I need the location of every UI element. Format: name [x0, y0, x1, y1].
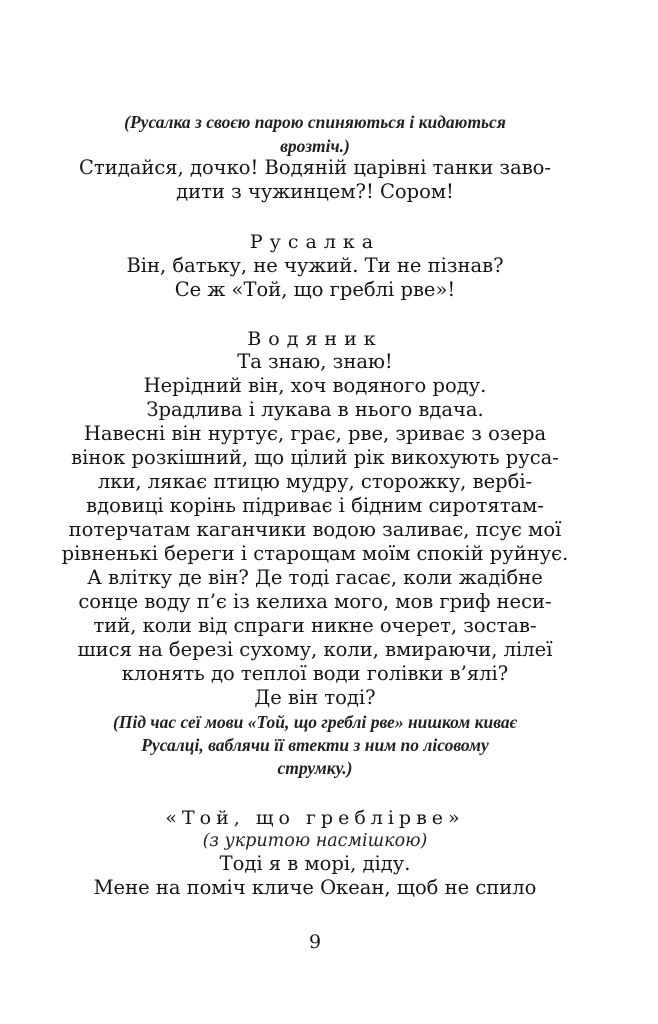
- speech-line: Зрадлива і лукава в нього вдача.: [146, 398, 484, 421]
- speech-line: вінок розкішний, що цілий рік викохують руса-: [71, 446, 559, 469]
- speech-line: шися на березі сухому, коли, вмираючи, лілеї: [77, 638, 553, 661]
- speaker-name: «Той, що греблірве»: [165, 807, 465, 829]
- speech-line: Він, батьку, не чужий. Ти не пізнав?: [126, 254, 504, 277]
- speech-line: вдовиці корінь підриває і бідним сиротятам-: [86, 494, 544, 517]
- speech-line: рівненькі береги і старощам моїм спокій руйнує.: [61, 542, 569, 565]
- stage-direction: врозтіч.): [280, 136, 350, 156]
- speech-line: Стидайся, дочко! Водяній царівні танки заво-: [78, 156, 552, 179]
- speech-line: Нерідний він, хоч водяного роду.: [143, 374, 487, 397]
- stage-direction: (з укритою насмішкою): [202, 831, 428, 851]
- stage-direction: (Під час сеї мови «Той, що греблі рве» нишком киває: [113, 712, 517, 732]
- speech-line: Та знаю, знаю!: [237, 350, 393, 373]
- speech-line: А влітку де він? Де тоді гасає, коли жадібне: [87, 566, 543, 589]
- speech-line: клонять до теплої води голівки в’ялі?: [121, 662, 509, 685]
- speech-line: Тоді я в морі, діду.: [219, 852, 411, 875]
- stage-direction: Русалці, ваблячи її втекти з ним по лісовому: [141, 735, 489, 755]
- speech-line: тий, коли від спраги никне очерет, зостав-: [93, 614, 537, 637]
- speech-line: лки, лякає птицю мудру, сторожку, вербі-: [97, 470, 533, 493]
- page-number: 9: [308, 931, 322, 953]
- speech-line: дити з чужинцем?! Сором!: [176, 180, 454, 203]
- stage-direction: (Русалка з своєю парою спиняються і кидаються: [124, 112, 506, 132]
- speech-line: Де він тоді?: [254, 686, 376, 709]
- speaker-name: Русалка: [249, 231, 381, 253]
- speech-line: потерчатам каганчики водою заливає, псує мої: [68, 518, 562, 541]
- speech-line: сонце воду п’є із келиха мого, мов гриф неси-: [78, 590, 552, 613]
- speaker-name: Водяник: [247, 328, 383, 350]
- speech-line: Навесні він нуртує, грає, рве, зриває з озера: [83, 422, 547, 445]
- speech-line: Мене на поміч кличе Океан, щоб не спило: [93, 876, 537, 899]
- stage-direction: струмку.): [277, 758, 353, 778]
- speech-line: Се ж «Той, що греблі рве»!: [174, 278, 456, 301]
